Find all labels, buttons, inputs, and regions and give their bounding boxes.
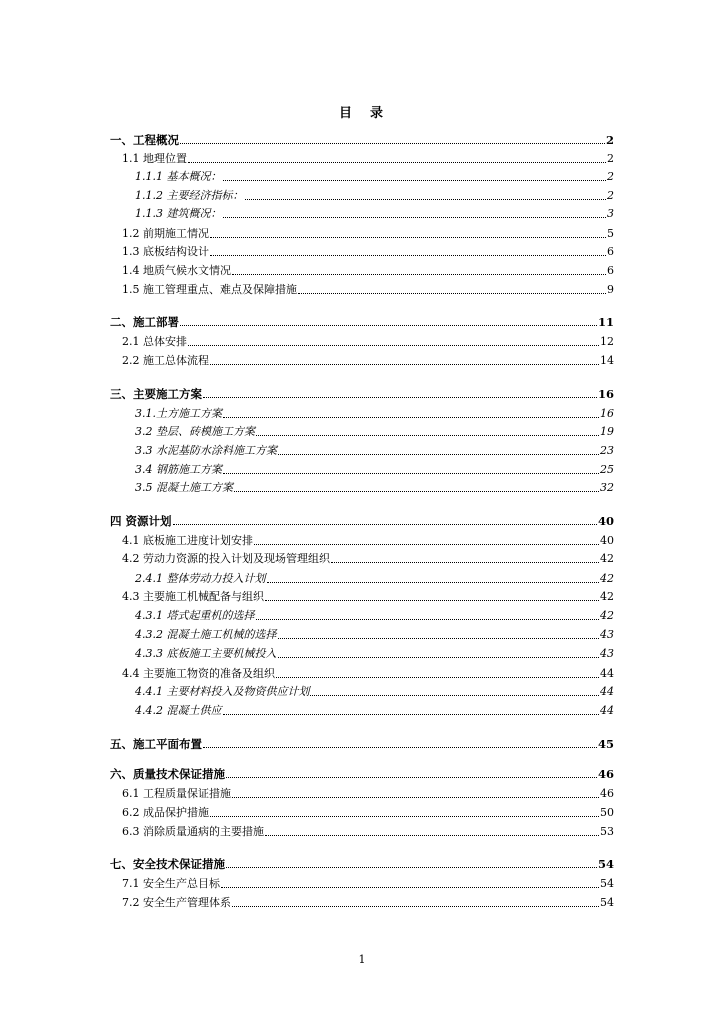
toc-entry[interactable] <box>110 853 614 871</box>
toc-entry-page: 43 <box>600 647 614 660</box>
toc-entry[interactable] <box>135 440 614 458</box>
toc-entry-page: 44 <box>600 704 614 717</box>
toc-dot-leader <box>245 199 607 200</box>
toc-dot-leader <box>210 255 606 256</box>
toc-entry-page: 11 <box>597 315 614 329</box>
toc-dot-leader <box>210 364 599 365</box>
toc-entry[interactable] <box>110 129 614 147</box>
toc-entry-page: 9 <box>607 283 614 296</box>
toc-dot-leader <box>232 906 599 907</box>
toc-entry-page: 2 <box>607 170 614 183</box>
toc-dot-leader <box>223 180 607 181</box>
toc-entry-page: 50 <box>600 806 614 819</box>
toc-dot-leader <box>254 544 599 545</box>
toc-entry-title: 1.3 底板结构设计 <box>122 245 209 258</box>
toc-entry-title: 2.4.1 整体劳动力投入计划 <box>135 572 266 585</box>
toc-entry-page: 12 <box>600 335 614 348</box>
toc-entry-title: 4.4.2 混凝土供应 <box>135 704 222 717</box>
toc-entry-title: 1.1 地理位置 <box>122 152 187 165</box>
toc-entry-page: 25 <box>600 463 614 476</box>
toc-entry-page: 6 <box>607 245 614 258</box>
toc-entry[interactable] <box>135 477 614 495</box>
toc-entry-page: 19 <box>600 425 614 438</box>
toc-entry-page: 44 <box>600 667 614 680</box>
toc-entry-title: 五、施工平面布置 <box>110 737 202 751</box>
toc-entry-page: 2 <box>607 189 614 202</box>
toc-entry-title: 6.2 成品保护措施 <box>122 806 209 819</box>
toc-entry-page: 3 <box>607 207 614 220</box>
toc-entry[interactable] <box>110 510 614 528</box>
toc-dot-leader <box>210 237 606 238</box>
toc-entry-title: 七、安全技术保证措施 <box>110 857 225 871</box>
toc-dot-leader <box>226 777 597 778</box>
toc-entry[interactable] <box>122 783 614 801</box>
toc-entry[interactable] <box>110 383 614 401</box>
toc-entry-page: 53 <box>600 825 614 838</box>
toc-dot-leader <box>223 217 607 218</box>
toc-entry[interactable] <box>122 821 614 839</box>
toc-dot-leader <box>203 747 597 748</box>
toc-entry-title: 4.3 主要施工机械配备与组织 <box>122 590 264 603</box>
toc-entry-title: 4.3.2 混凝土施工机械的选择 <box>135 628 277 641</box>
toc-entry[interactable] <box>122 223 614 241</box>
toc-entry-title: 1.1.1 基本概况： <box>135 170 222 183</box>
toc-entry-page: 16 <box>597 387 614 401</box>
toc-entry-title: 二、施工部署 <box>110 315 179 329</box>
toc-entry-page: 54 <box>600 877 614 890</box>
toc-entry-page: 14 <box>600 354 614 367</box>
toc-entry-title: 2.2 施工总体流程 <box>122 354 209 367</box>
toc-entry-title: 3.3 水泥基防水涂料施工方案 <box>135 444 277 457</box>
toc-entry[interactable] <box>135 681 614 699</box>
toc-entry[interactable] <box>135 421 614 439</box>
toc-entry-page: 54 <box>597 857 614 871</box>
toc-entry[interactable] <box>135 624 614 642</box>
toc-dot-leader <box>180 143 605 144</box>
toc-entry-page: 5 <box>607 227 614 240</box>
toc-entry-title: 3.4 钢筋施工方案 <box>135 463 222 476</box>
toc-title-char-1: 目 <box>338 106 354 121</box>
toc-entry[interactable] <box>122 873 614 891</box>
toc-entry-title: 三、主要施工方案 <box>110 387 202 401</box>
toc-entry-title: 4.2 劳动力资源的投入计划及现场管理组织 <box>122 552 330 565</box>
toc-entry-page: 54 <box>600 896 614 909</box>
toc-entry-title: 1.2 前期施工情况 <box>122 227 209 240</box>
toc-entry-title: 2.1 总体安排 <box>122 335 187 348</box>
toc-entry-title: 7.1 安全生产总目标 <box>122 877 220 890</box>
toc-entry[interactable] <box>110 311 614 329</box>
toc-dot-leader <box>278 638 600 639</box>
toc-dot-leader <box>310 695 599 696</box>
toc-entry-title: 3.5 混凝土施工方案 <box>135 481 233 494</box>
toc-entry-title: 一、工程概况 <box>110 133 179 147</box>
toc-entry-page: 2 <box>605 133 614 147</box>
toc-dot-leader <box>226 867 597 868</box>
toc-dot-leader <box>276 677 599 678</box>
toc-entry-title: 4.1 底板施工进度计划安排 <box>122 534 253 547</box>
toc-entry-title: 4.3.1 塔式起重机的选择 <box>135 609 255 622</box>
toc-entry[interactable] <box>110 733 614 751</box>
page-number: 1 <box>358 953 366 966</box>
toc-entry[interactable] <box>135 459 614 477</box>
toc-entry[interactable] <box>122 586 614 604</box>
toc-entry-title: 六、质量技术保证措施 <box>110 767 225 781</box>
toc-dot-leader <box>265 600 599 601</box>
toc-dot-leader <box>256 435 599 436</box>
toc-dot-leader <box>203 397 597 398</box>
toc-dot-leader <box>298 293 606 294</box>
toc-dot-leader <box>331 562 599 563</box>
toc-entry-title: 3.2 垫层、砖模施工方案 <box>135 425 255 438</box>
toc-dot-leader <box>210 816 599 817</box>
toc-entry-page: 40 <box>597 514 614 528</box>
toc-entry-title: 1.1.3 建筑概况： <box>135 207 222 220</box>
toc-entry[interactable] <box>122 331 614 349</box>
toc-dot-leader <box>234 491 599 492</box>
toc-entry-page: 6 <box>607 264 614 277</box>
toc-entry-page: 46 <box>600 787 614 800</box>
toc-dot-leader <box>188 162 606 163</box>
toc-entry-title: 6.3 消除质量通病的主要措施 <box>122 825 264 838</box>
toc-entry[interactable] <box>135 403 614 421</box>
toc-dot-leader <box>180 325 597 326</box>
toc-dot-leader <box>232 274 606 275</box>
toc-entry-title: 1.4 地质气候水文情况 <box>122 264 231 277</box>
toc-dot-leader <box>256 619 600 620</box>
toc-entry[interactable] <box>122 260 614 278</box>
toc-entry[interactable] <box>122 663 614 681</box>
toc-dot-leader <box>173 524 597 525</box>
toc-entry[interactable] <box>135 643 614 661</box>
toc-entry-page: 43 <box>600 628 614 641</box>
toc-entry[interactable] <box>122 892 614 910</box>
toc-dot-leader <box>223 714 600 715</box>
toc-entry[interactable] <box>122 802 614 820</box>
toc-entry-page: 23 <box>600 444 614 457</box>
toc-dot-leader <box>221 887 599 888</box>
toc-entry-page: 44 <box>600 685 614 698</box>
toc-dot-leader <box>278 657 600 658</box>
toc-entry-page: 42 <box>600 590 614 603</box>
toc-dot-leader <box>223 473 599 474</box>
toc-dot-leader <box>232 797 599 798</box>
toc-entry-title: 4.4.1 主要材料投入及物资供应计划 <box>135 685 310 698</box>
toc-entry[interactable] <box>135 568 614 586</box>
toc-entry[interactable] <box>135 166 614 184</box>
toc-entry-page: 45 <box>597 737 614 751</box>
toc-entry[interactable] <box>135 203 614 221</box>
toc-entry-page: 32 <box>600 481 614 494</box>
toc-entry[interactable] <box>135 185 614 203</box>
toc-entry-title: 四 资源计划 <box>110 514 172 528</box>
toc-dot-leader <box>265 835 599 836</box>
toc-entry[interactable] <box>122 279 614 297</box>
toc-entry-page: 40 <box>600 534 614 547</box>
toc-entry-page: 42 <box>600 572 614 585</box>
toc-title-char-2: 录 <box>370 106 386 121</box>
toc-entry-page: 2 <box>607 152 614 165</box>
toc-entry-title: 6.1 工程质量保证措施 <box>122 787 231 800</box>
toc-entry[interactable] <box>135 605 614 623</box>
toc-entry-page: 42 <box>600 609 614 622</box>
toc-entry-page: 42 <box>600 552 614 565</box>
toc-entry-page: 46 <box>597 767 614 781</box>
toc-entry[interactable] <box>122 241 614 259</box>
toc-entry[interactable] <box>122 530 614 548</box>
toc-entry[interactable] <box>122 350 614 368</box>
toc-entry[interactable] <box>122 548 614 566</box>
toc-entry-title: 1.5 施工管理重点、难点及保障措施 <box>122 283 297 296</box>
toc-entry-title: 4.3.3 底板施工主要机械投入 <box>135 647 277 660</box>
toc-entry[interactable] <box>110 763 614 781</box>
toc-dot-leader <box>188 345 599 346</box>
toc-entry[interactable] <box>122 148 614 166</box>
toc-entry-title: 3.1.土方施工方案 <box>135 407 222 420</box>
toc-entry[interactable] <box>135 700 614 718</box>
toc-entry-page: 16 <box>600 407 614 420</box>
toc-entry-title: 4.4 主要施工物资的准备及组织 <box>122 667 275 680</box>
toc-dot-leader <box>223 417 599 418</box>
toc-entry-title: 1.1.2 主要经济指标： <box>135 189 244 202</box>
toc-entry-title: 7.2 安全生产管理体系 <box>122 896 231 909</box>
toc-dot-leader <box>267 582 600 583</box>
toc-dot-leader <box>278 454 599 455</box>
